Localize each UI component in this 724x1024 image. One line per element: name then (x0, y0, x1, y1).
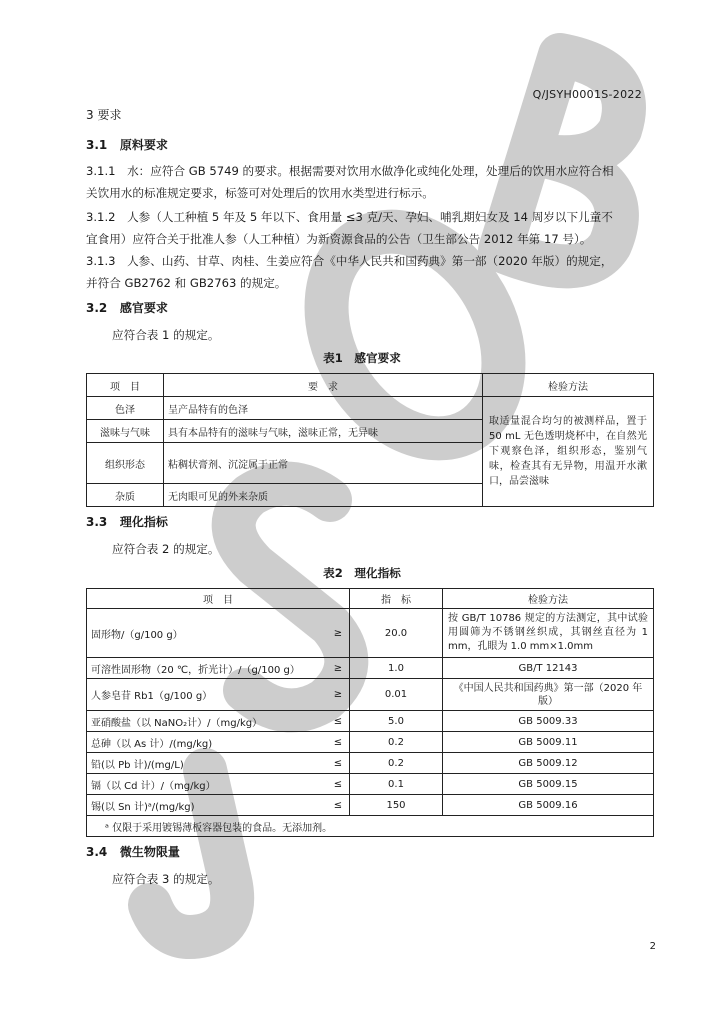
method-cell: 按 GB/T 10786 规定的方法测定，其中试验用圆筛为不锈钢丝织成，其钢丝直径为 1 mm，孔眼为 1.0 mm×1.0mm (443, 609, 654, 658)
table-2-caption: 表2 理化指标 (323, 566, 401, 580)
requirement-cell: 具有本品特有的滋味与气味，滋味正常，无异味 (164, 420, 483, 443)
value-cell: 0.01 (350, 679, 443, 711)
item-cell: 总砷（以 As 计）/(mg/kg) (87, 732, 328, 753)
section-3-4-heading (86, 843, 180, 860)
section-3-2-heading (86, 299, 168, 316)
header-cell: 项 目 (87, 589, 350, 609)
item-cell: 杂质 (87, 484, 164, 507)
method-cell: GB 5009.11 (443, 732, 654, 753)
table-row (87, 609, 654, 658)
line: 3.1.2 人参（人工种植 5 年及 5 年以下、食用量 ≤3 克/天、孕妇、哺乳期妇女及 14 周岁以下儿童不 (86, 210, 613, 224)
header-cell: 检验方法 (483, 374, 654, 397)
section-3-3-text: 应符合表 2 的规定。 (112, 542, 220, 556)
clause-3-1-1 (86, 160, 656, 204)
value-cell: 20.0 (350, 609, 443, 658)
item-cell: 镉（以 Cd 计）/（mg/kg） (87, 774, 328, 795)
item-cell: 组织形态 (87, 443, 164, 484)
comparator-cell: ≤ (327, 732, 350, 753)
comparator-cell: ≤ (327, 795, 350, 816)
section-title: 感官要求 (119, 301, 168, 315)
table-row (87, 795, 654, 816)
comparator-cell: ≥ (327, 679, 350, 711)
item-cell: 固形物/（g/100 g） (87, 609, 328, 658)
table-row (87, 753, 654, 774)
section-title: 微生物限量 (119, 845, 180, 859)
table-row (87, 658, 654, 679)
table-1-caption: 表1 感官要求 (323, 351, 401, 365)
header-cell: 项 目 (87, 374, 164, 397)
document-code: Q/JSYH0001S-2022 (532, 88, 642, 101)
table-row (87, 397, 654, 420)
section-3-title: 3 要求 (86, 108, 122, 122)
item-cell: 锡(以 Sn 计)ᵃ/(mg/kg) (87, 795, 328, 816)
line: 关饮用水的标准规定要求，标签可对处理后的饮用水类型进行标示。 (86, 186, 434, 200)
method-cell: 取适量混合均匀的被测样品，置于 50 mL 无色透明烧杯中，在自然光下观察色泽，组织形态，鉴别气味，检查其有无异物，用温开水漱口，品尝滋味 (483, 397, 654, 507)
comparator-cell: ≥ (327, 658, 350, 679)
method-cell: GB 5009.12 (443, 753, 654, 774)
header-cell: 要 求 (164, 374, 483, 397)
physicochemical-table (86, 588, 654, 837)
section-3-1-heading (86, 136, 168, 153)
clause-3-1-3 (86, 250, 656, 294)
value-cell: 5.0 (350, 711, 443, 732)
section-title: 理化指标 (119, 515, 168, 529)
value-cell: 0.1 (350, 774, 443, 795)
section-title: 原料要求 (119, 138, 168, 152)
section-number: 3.1 (86, 138, 108, 152)
requirement-cell: 粘稠状膏剂、沉淀属于正常 (164, 443, 483, 484)
line: 3.1.1 水：应符合 GB 5749 的要求。根据需要对饮用水做净化或纯化处理，处理后的饮用水应符合相 (86, 164, 614, 178)
section-3-2-text: 应符合表 1 的规定。 (112, 328, 220, 342)
footnote: ᵃ 仅限于采用镀锡薄板容器包装的食品。无添加剂。 (87, 816, 654, 837)
table-row (87, 711, 654, 732)
item-cell: 铅(以 Pb 计)/(mg/L) (87, 753, 328, 774)
section-3-3-heading (86, 513, 168, 530)
value-cell: 0.2 (350, 732, 443, 753)
method-cell: GB 5009.33 (443, 711, 654, 732)
item-cell: 色泽 (87, 397, 164, 420)
table-footnote-row (87, 816, 654, 837)
line: 3.1.3 人参、山药、甘草、肉桂、生姜应符合《中华人民共和国药典》第一部（2020 年版）的规定， (86, 254, 613, 268)
section-number: 3.2 (86, 301, 108, 315)
section-3-4-text: 应符合表 3 的规定。 (112, 872, 220, 886)
method-cell: GB 5009.16 (443, 795, 654, 816)
table-header-row (87, 374, 654, 397)
comparator-cell: ≥ (327, 609, 350, 658)
sensory-table (86, 373, 654, 507)
table-row (87, 679, 654, 711)
method-cell: GB/T 12143 (443, 658, 654, 679)
value-cell: 1.0 (350, 658, 443, 679)
section-number: 3.4 (86, 845, 108, 859)
requirement-cell: 呈产品特有的色泽 (164, 397, 483, 420)
line: 并符合 GB2762 和 GB2763 的规定。 (86, 276, 287, 290)
item-cell: 亚硝酸盐（以 NaNO₂计）/（mg/kg） (87, 711, 328, 732)
method-cell: GB 5009.15 (443, 774, 654, 795)
section-number: 3.3 (86, 515, 108, 529)
item-cell: 可溶性固形物（20 ℃，折光计）/（g/100 g） (87, 658, 328, 679)
comparator-cell: ≤ (327, 774, 350, 795)
page-number: 2 (649, 941, 656, 952)
value-cell: 150 (350, 795, 443, 816)
line: 宜食用）应符合关于批准人参（人工种植）为新资源食品的公告（卫生部公告 2012 年第 17 号）。 (86, 232, 592, 246)
requirement-cell: 无肉眼可见的外来杂质 (164, 484, 483, 507)
item-cell: 人参皂苷 Rb1（g/100 g） (87, 679, 328, 711)
header-cell: 检验方法 (443, 589, 654, 609)
table-header-row (87, 589, 654, 609)
table-row (87, 732, 654, 753)
comparator-cell: ≤ (327, 753, 350, 774)
item-cell: 滋味与气味 (87, 420, 164, 443)
table-row (87, 774, 654, 795)
value-cell: 0.2 (350, 753, 443, 774)
header-cell: 指 标 (350, 589, 443, 609)
clause-3-1-2 (86, 206, 656, 250)
comparator-cell: ≤ (327, 711, 350, 732)
method-cell: 《中国人民共和国药典》第一部（2020 年版） (443, 679, 654, 711)
